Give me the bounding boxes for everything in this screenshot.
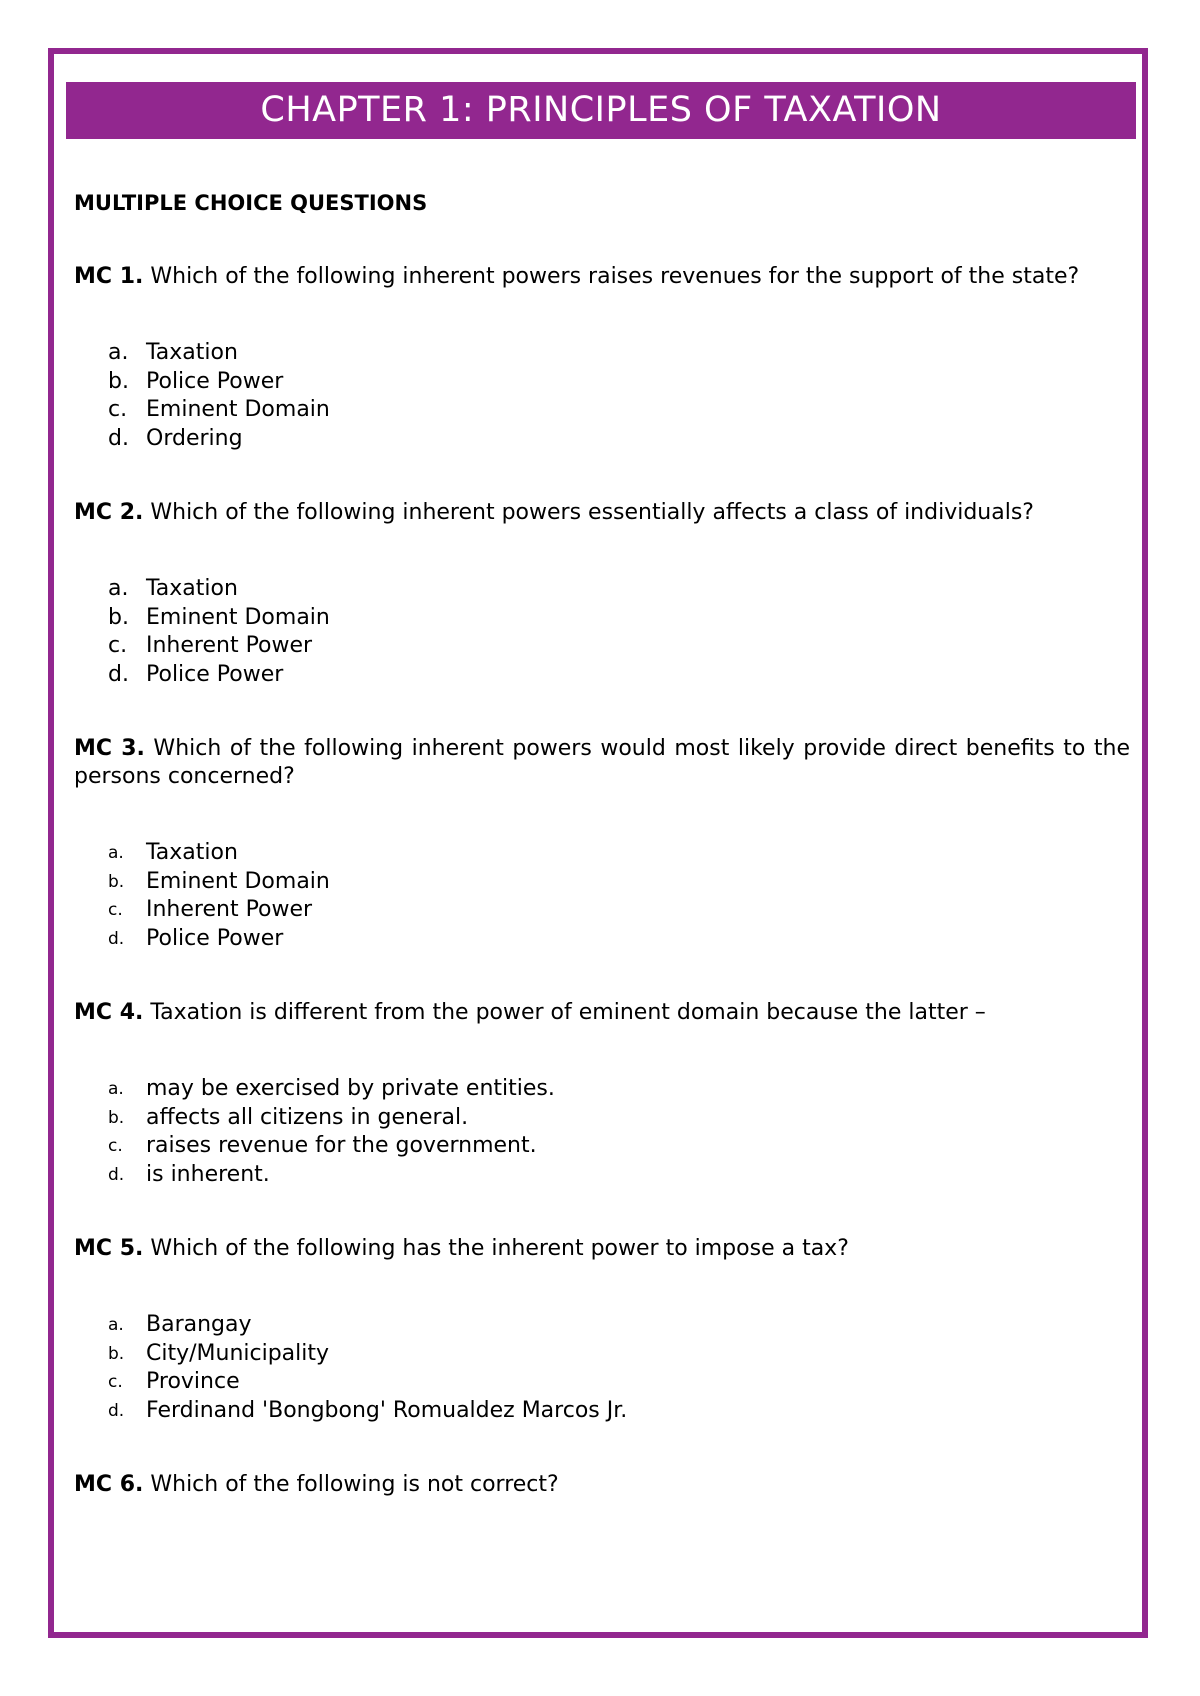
option-item [108,1311,1130,1340]
question-label: MC 6. [74,1472,144,1497]
option-item [108,368,1130,397]
option-text: Taxation [146,340,238,365]
question-text: Which of the following is not correct? [143,1472,559,1497]
section-heading: MULTIPLE CHOICE QUESTIONS [74,191,428,215]
document-body [74,185,1130,1499]
question-text: Taxation is different from the power of eminent domain because the latter – [143,1000,986,1025]
question-label: MC 2. [74,500,144,525]
question-mc1 [74,263,1130,291]
option-letter: d. [108,661,129,687]
option-letter: a. [108,1315,124,1335]
option-letter: d. [108,1400,125,1421]
option-item [108,396,1130,425]
option-text: Barangay [146,1312,252,1337]
option-item [108,1397,1130,1426]
question-label: MC 5. [74,1236,144,1261]
option-letter: d. [108,928,125,949]
option-letter: c. [108,1136,123,1156]
option-letter: d. [108,1164,125,1185]
option-text: Inherent Power [146,897,313,922]
option-item [108,632,1130,661]
option-letter: c. [108,900,123,920]
option-text: Police Power [146,368,284,394]
question-label: MC 1. [74,264,144,289]
option-text: Taxation [146,840,238,865]
option-letter: a. [108,843,124,863]
option-item [108,1340,1130,1369]
question-text: Which of the following inherent powers essentially affects a class of individuals? [143,500,1034,525]
option-letter: c. [108,397,128,422]
options-list-mc3 [74,839,1130,953]
option-text: Ferdinand 'Bongbong' Romualdez Marcos Jr. [146,1397,628,1423]
option-item [108,1075,1130,1104]
option-item [108,575,1130,604]
option-item [108,661,1130,690]
option-letter: d. [108,425,129,451]
question-text: Which of the following inherent powers would most likely provide direct benefits to the persons concerned? [74,736,1130,789]
option-text: is inherent. [146,1161,270,1187]
question-label: MC 4. [74,1000,144,1025]
option-item [108,339,1130,368]
option-letter: a. [108,340,129,365]
option-letter: a. [108,1079,124,1099]
question-mc3 [74,735,1130,791]
option-letter: b. [108,1343,125,1364]
option-text: affects all citizens in general. [146,1104,469,1130]
options-list-mc4 [74,1075,1130,1189]
option-text: Taxation [146,576,238,601]
question-text: Which of the following inherent powers raises revenues for the support of the state? [143,264,1080,289]
option-item [108,1104,1130,1133]
option-item [108,925,1130,954]
option-text: may be exercised by private entities. [146,1076,555,1101]
options-list-mc5 [74,1311,1130,1425]
option-text: Ordering [146,425,243,451]
option-item [108,896,1130,925]
option-text: raises revenue for the government. [146,1133,537,1158]
option-item [108,425,1130,454]
question-text: Which of the following has the inherent power to impose a tax? [143,1236,849,1261]
option-letter: c. [108,1372,123,1392]
option-text: Province [146,1369,240,1394]
option-letter: a. [108,576,129,601]
chapter-title-banner: CHAPTER 1: PRINCIPLES OF TAXATION [66,82,1136,139]
question-mc5 [74,1235,1130,1263]
option-item [108,868,1130,897]
option-letter: c. [108,633,128,658]
option-text: Eminent Domain [146,397,330,422]
option-item [108,839,1130,868]
option-item [108,604,1130,633]
option-item [108,1132,1130,1161]
option-text: Police Power [146,661,284,687]
option-text: Eminent Domain [146,868,330,894]
option-item [108,1161,1130,1190]
option-text: Police Power [146,925,284,951]
question-mc6 [74,1471,1130,1499]
question-mc4 [74,999,1130,1027]
option-item [108,1368,1130,1397]
options-list-mc1 [74,339,1130,453]
option-letter: b. [108,604,129,630]
options-list-mc2 [74,575,1130,689]
option-letter: b. [108,871,125,892]
option-text: City/Municipality [146,1340,330,1366]
question-mc2 [74,499,1130,527]
question-label: MC 3. [74,736,145,761]
option-letter: b. [108,368,129,394]
option-letter: b. [108,1107,125,1128]
option-text: Eminent Domain [146,604,330,630]
option-text: Inherent Power [146,633,313,658]
